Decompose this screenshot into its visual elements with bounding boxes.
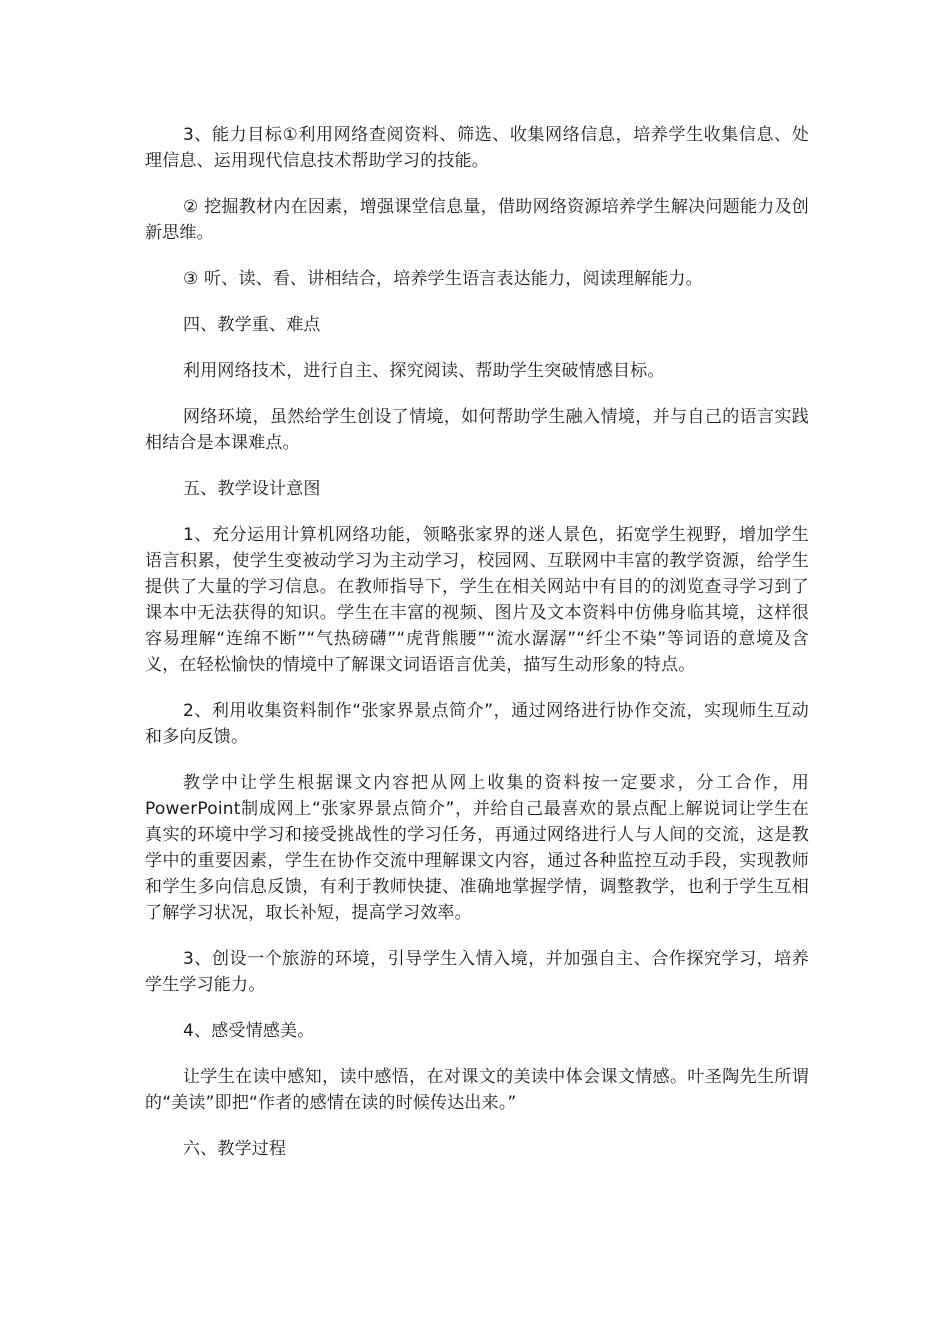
design-intent-3-paragraph: 3、创设一个旅游的环境，引导学生入情入境，并加强自主、合作探究学习，培养学生学习能力。 xyxy=(145,949,809,995)
section-heading-design-intent: 五、教学设计意图 xyxy=(183,479,321,499)
key-point-paragraph: 利用网络技术，进行自主、探究阅读、帮助学生突破情感目标。 xyxy=(183,361,665,381)
section-heading-teaching-process: 六、教学过程 xyxy=(183,1139,287,1159)
design-intent-1-paragraph: 1、充分运用计算机网络功能，领略张家界的迷人景色，拓宽学生视野，增加学生语言积累，使学生变被动学习为主动学习，校园网、互联网中丰富的教学资源，给学生提供了大量的学习信息。在教师指导下，学生在相关网站中有目的的浏览查寻学习到了课本中无法获得的知识。学生在丰富的视频、图片及文本资料中仿佛身临其境，这样很容易理解“连绵不断”“气热磅礴”“虎背熊腰”“流水潺潺”“纤尘不染”等词语的意境及含义，在轻松愉快的情境中了解课文词语语言优美，描写生动形象的特点。 xyxy=(145,525,809,675)
document-page xyxy=(145,122,809,1182)
teaching-detail-paragraph: 教学中让学生根据课文内容把从网上收集的资料按一定要求，分工合作，用PowerPoint制成网上“张家界景点简介”，并给自己最喜欢的景点配上解说词让学生在真实的环境中学习和接受挑战性的学习任务，再通过网络进行人与人间的交流，这是教学中的重要因素，学生在协作交流中理解课文内容，通过各种监控互动手段，实现教师和学生多向信息反馈，有利于教师快捷、准确地掌握学情，调整教学，也利于学生互相了解学习状况，取长补短，提高学习效率。 xyxy=(145,773,809,923)
design-intent-4-paragraph: 4、感受情感美。 xyxy=(183,1021,315,1041)
section-heading-key-points: 四、教学重、难点 xyxy=(183,315,321,335)
ability-goal-paragraph: 3、能力目标①利用网络查阅资料、筛选、收集网络信息，培养学生收集信息、处理信息、运用现代信息技术帮助学习的技能。 xyxy=(145,125,809,171)
difficulty-paragraph: 网络环境，虽然给学生创设了情境，如何帮助学生融入情境，并与自己的语言实践相结合是本课难点。 xyxy=(145,407,809,453)
beautiful-reading-paragraph: 让学生在读中感知，读中感悟，在对课文的美读中体会课文情感。叶圣陶先生所谓的“美读”即把“作者的感情在读的时候传达出来。” xyxy=(145,1067,809,1113)
goal-item-2-paragraph: ② 挖掘教材内在因素，增强课堂信息量，借助网络资源培养学生解决问题能力及创新思维。 xyxy=(145,197,809,243)
design-intent-2-paragraph: 2、利用收集资料制作“张家界景点简介”，通过网络进行协作交流，实现师生互动和多向反馈。 xyxy=(145,701,809,747)
goal-item-3-paragraph: ③ 听、读、看、讲相结合，培养学生语言表达能力，阅读理解能力。 xyxy=(183,269,703,289)
